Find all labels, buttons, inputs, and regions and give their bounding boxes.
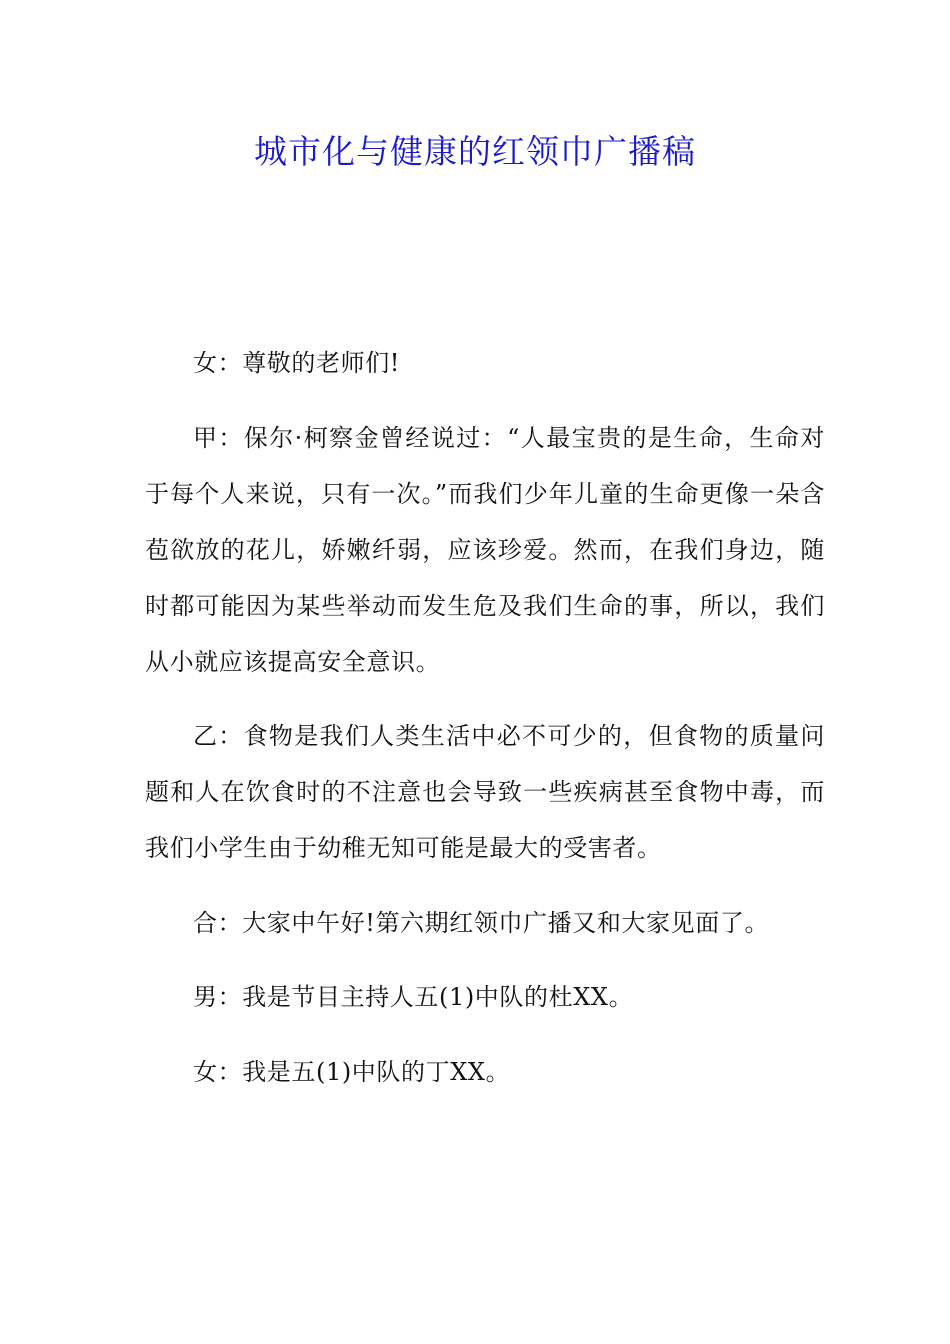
paragraph-greeting: 女：尊敬的老师们! bbox=[193, 349, 401, 377]
document-body bbox=[145, 335, 825, 1118]
paragraph-male-host: 男：我是节目主持人五(1)中队的杜XX。 bbox=[193, 983, 634, 1011]
paragraph-jia-intro: 甲：保尔·柯察金曾经说过：“人最宝贵的是生命，生命对于每个人来说，只有一次。”而我们少年儿童的生命更像一朵含苞欲放的花儿，娇嫩纤弱，应该珍爱。然而，在我们身边，随时都可能因为某些举动而发生危及我们生命的事，所以，我们从小就应该提高安全意识。 bbox=[145, 423, 825, 676]
document-title: 城市化与健康的红领巾广播稿 bbox=[254, 132, 696, 171]
paragraph-female-host: 女：我是五(1)中队的丁XX。 bbox=[193, 1057, 511, 1086]
paragraph-yi-food: 乙：食物是我们人类生活中必不可少的，但食物的质量问题和人在饮食时的不注意也会导致一些疾病甚至食物中毒，而我们小学生由于幼稚无知可能是最大的受害者。 bbox=[145, 722, 825, 862]
paragraph-together: 合：大家中午好!第六期红领巾广播又和大家见面了。 bbox=[193, 908, 770, 937]
